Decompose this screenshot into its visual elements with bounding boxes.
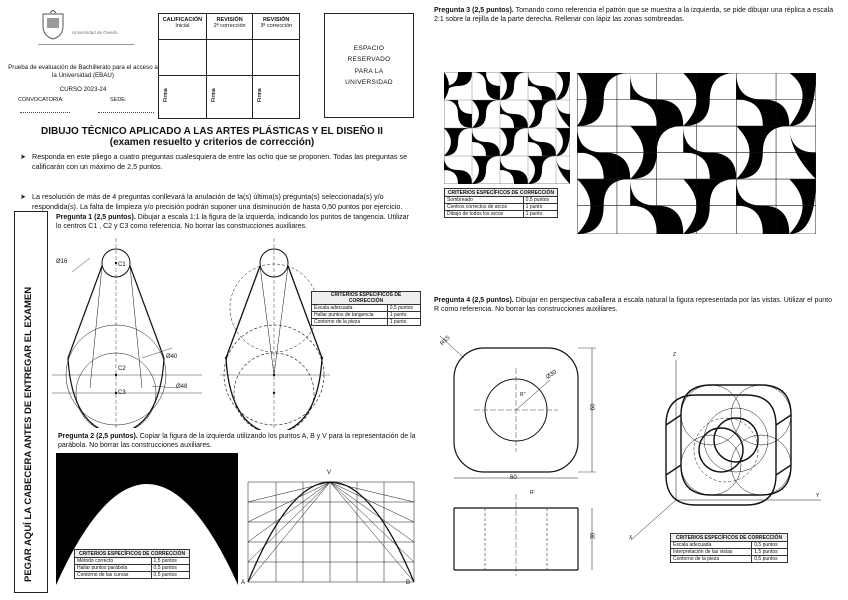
q2-label-a: A xyxy=(241,580,246,586)
sede-label: SEDE: xyxy=(110,97,127,103)
criteria-item: Contorno de la pieza xyxy=(671,556,752,563)
q1-text: Dibujar a escala 1:1 la figura de la izquierda, indicando los puntos de tangencia. Utilizar lo centros C1 , C2 y C3 como referencia. No borrar las construcciones auxiliares. xyxy=(56,214,409,230)
q2-criteria-table xyxy=(74,549,190,579)
q2-label-v: V xyxy=(327,470,332,476)
q1-label-d40: Ø40 xyxy=(166,354,178,360)
sign-label: Firma xyxy=(257,88,264,102)
university-logo xyxy=(38,10,68,40)
criteria-header: CRITERIOS ESPECÍFICOS DE CORRECCIÓN xyxy=(445,189,558,197)
criteria-item: Centros correctos de arcos xyxy=(445,204,524,211)
reserved-space-text: ESPACIO RESERVADO PARA LA UNIVERSIDAD xyxy=(345,45,393,86)
grade-cell-3[interactable] xyxy=(253,40,300,76)
grade-title: CALIFICACIÓN xyxy=(162,17,203,23)
criteria-item: Escala adecuada xyxy=(312,305,388,312)
q3-title: Pregunta 3 (2,5 puntos). xyxy=(434,7,514,14)
q1-title: Pregunta 1 (2,5 puntos). xyxy=(56,214,136,221)
q3-statement xyxy=(434,7,834,25)
q4-elevation-view xyxy=(440,332,615,492)
criteria-points: 1 punto xyxy=(387,312,420,319)
q4-label-h60: 60 xyxy=(590,403,597,411)
sign-cell[interactable] xyxy=(206,76,253,119)
page-title: DIBUJO TÉCNICO APLICADO A LAS ARTES PLÁSTICAS Y EL DISEÑO II xyxy=(41,126,383,137)
q1-criteria-table xyxy=(311,291,421,326)
university-name: Universidad de Oviedo xyxy=(72,30,118,35)
sign-label: Firma xyxy=(210,88,217,102)
q1-statement xyxy=(56,214,416,232)
q4-label-r15: R15 xyxy=(439,334,452,348)
q3-pattern-small xyxy=(444,72,570,184)
criteria-item: Hallar puntos parábola xyxy=(75,565,152,572)
criteria-item: Interpretación de las vistas xyxy=(671,549,752,556)
criteria-points: 1 punto xyxy=(523,211,557,218)
q4-axis-y: Y xyxy=(816,493,820,499)
instruction-1 xyxy=(20,152,418,171)
q1-label-d16: Ø16 xyxy=(56,259,68,265)
criteria-points: 1,5 puntos xyxy=(151,558,189,565)
criteria-item: Contorno de las curvas xyxy=(75,572,152,579)
page-subtitle: (examen resuelto y criterios de corrección) xyxy=(109,137,315,148)
criteria-header: CRITERIOS ESPECÍFICOS DE CORRECCIÓN xyxy=(312,292,421,305)
criteria-item: Contorno de la pieza xyxy=(312,319,388,326)
q2-label-b: B xyxy=(406,580,411,586)
instruction-text: Responda en este pliego a cuatro preguntas cualesquiera de entre las ocho que se proponen. Todas las preguntas se calificarán con un máximo de 2,5 puntos. xyxy=(32,152,408,171)
q2-statement xyxy=(58,433,418,451)
arrow-icon: ➤ xyxy=(20,192,27,202)
q4-criteria-table xyxy=(670,533,788,563)
q4-axis-x: X xyxy=(629,535,633,541)
sign-cell[interactable] xyxy=(159,76,207,119)
q2-text: Copiar la figura de la izquierda utilizando los puntos A, B y V para la representación de la parábola. No borrar las construcciones auxiliares. xyxy=(58,433,416,449)
convocatoria-label: CONVOCATORIA: xyxy=(18,97,64,103)
q1-solution-drawing xyxy=(200,238,350,430)
reserved-space-box xyxy=(324,13,414,118)
q4-cavalier-drawing xyxy=(626,340,826,550)
criteria-points: 0,5 puntos xyxy=(151,565,189,572)
criteria-item: Escala adecuada xyxy=(671,542,752,549)
q4-title: Pregunta 4 (2,5 puntos). xyxy=(434,297,514,304)
q1-label-d48: Ø48 xyxy=(176,384,188,390)
logo-rule xyxy=(38,44,134,45)
q4-label-w60: 60 xyxy=(510,475,517,481)
criteria-points: 1,5 puntos xyxy=(752,549,788,556)
criteria-item: Hallar puntos de tangencia xyxy=(312,312,388,319)
grade-sub: 3ª corrección xyxy=(260,23,293,29)
q3-criteria-table xyxy=(444,188,558,218)
side-label: PEGAR AQUÍ LA CABECERA ANTES DE ENTREGAR EL EXAMEN xyxy=(23,286,34,582)
q2-solution-drawing xyxy=(246,462,416,586)
q3-text: Tomando como referencia el patrón que se muestra a la izquierda, se pide dibujar una réplica a escala 2:1 sobre la rejilla de la parte derecha. Rellenar con lápiz las zonas sombreadas. xyxy=(434,7,834,23)
q4-plan-view xyxy=(440,490,615,580)
criteria-points: 0,5 puntos xyxy=(523,197,557,204)
criteria-points: 1 punto xyxy=(387,319,420,326)
criteria-points: 0,5 puntos xyxy=(752,556,788,563)
q1-label-c3: C3 xyxy=(118,390,126,396)
criteria-header: CRITERIOS ESPECÍFICOS DE CORRECCIÓN xyxy=(671,534,788,542)
grade-cell-2[interactable] xyxy=(206,40,253,76)
q1-model-drawing xyxy=(52,238,202,428)
exam-name: Prueba de evaluación de Bachillerato para el acceso a la Universidad (EBAU) xyxy=(8,64,158,79)
grades-table xyxy=(158,13,300,119)
criteria-item: Dibujo de todos los arcos xyxy=(445,211,524,218)
criteria-header: CRITERIOS ESPECÍFICOS DE CORRECCIÓN xyxy=(75,550,190,558)
grade-title: REVISIÓN xyxy=(263,17,290,23)
instruction-2 xyxy=(20,192,418,211)
q4-label-r2: R'' xyxy=(520,392,526,398)
q4-label-h30: 30 xyxy=(590,532,597,540)
convocatoria-field[interactable] xyxy=(20,112,70,113)
side-label-box xyxy=(14,211,48,593)
sign-cell[interactable] xyxy=(253,76,300,119)
q4-label-d30: Ø30 xyxy=(545,369,559,381)
sede-field[interactable] xyxy=(98,112,154,113)
course-label: CURSO 2023-24 xyxy=(59,86,107,93)
grade-sub: 2ª corrección xyxy=(213,23,246,29)
q4-axis-z: Z xyxy=(673,352,677,358)
q4-text: Dibujar en perspectiva caballera a escala natural la figura representada por las vistas. Utilizar el punto R como referencia. No borrar las construcciones auxiliares. xyxy=(434,297,833,313)
criteria-points: 0,5 puntos xyxy=(151,572,189,579)
grade-sub: Inicial xyxy=(175,23,190,29)
q3-pattern-large xyxy=(577,73,816,234)
arrow-icon: ➤ xyxy=(20,152,27,161)
criteria-item: Método correcto xyxy=(75,558,152,565)
criteria-item: Sombreado xyxy=(445,197,524,204)
q4-statement xyxy=(434,297,834,315)
q1-label-c1: C1 xyxy=(118,262,126,268)
q4-label-r: R' xyxy=(530,490,535,496)
grade-title: REVISIÓN xyxy=(216,17,243,23)
criteria-points: 0,5 puntos xyxy=(387,305,420,312)
sign-label: Firma xyxy=(163,88,169,102)
q1-label-c2: C2 xyxy=(118,366,126,372)
q2-title: Pregunta 2 (2,5 puntos). xyxy=(58,433,138,440)
instruction-text: La resolución de más de 4 preguntas conllevará la anulación de la(s) última(s) pregunta(s) seleccionada(s) y/o respondida(s). La falta de limpieza y/o precisión podrán suponer una disminución de hasta 0,50 puntos por ejercicio. xyxy=(32,192,403,212)
grade-cell-initial[interactable] xyxy=(159,40,207,76)
criteria-points: 1 punto xyxy=(523,204,557,211)
criteria-points: 0,5 puntos xyxy=(752,542,788,549)
